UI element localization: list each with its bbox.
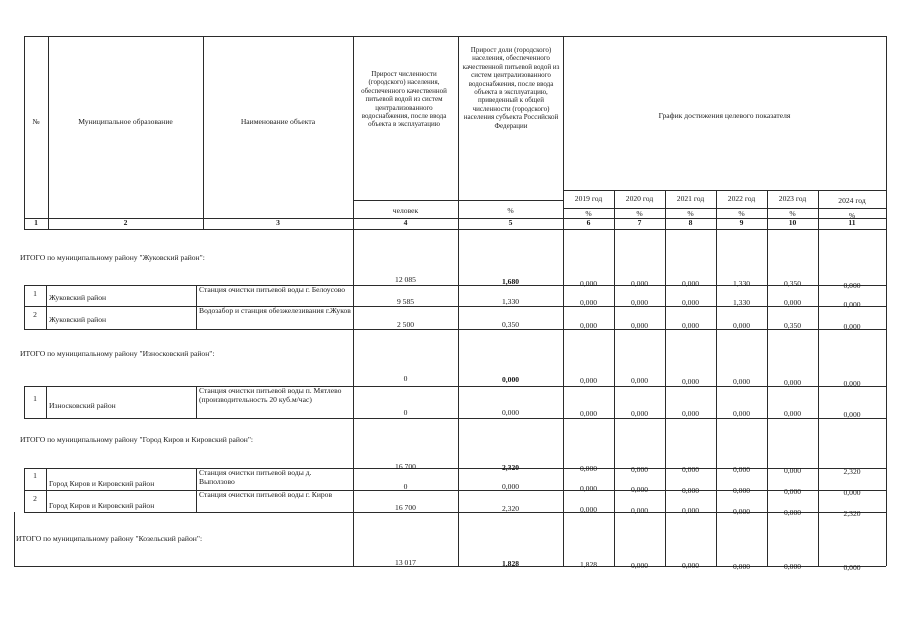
row-municipality: Жуковский район [49,315,107,324]
section-total-label: ИТОГО по муниципальному району "Козельский район": [16,534,203,543]
total-y2022: 0,000 [732,562,751,571]
total-y2022: 0,000 [732,377,751,386]
total-y2024: 0,000 [843,379,861,388]
col-number: 9 [739,218,744,227]
row-y2021: 0,000 [681,298,700,307]
row-object: Станция очистки питьевой воды д. Выползово [199,468,312,487]
total-y2023: 0,000 [783,562,802,571]
header-col-municipality: Муниципальное образование [78,117,173,126]
row-no: 1 [33,289,37,298]
col-number: 7 [637,218,642,227]
unit-percent: % [507,206,514,215]
row-y2022: 1,330 [732,298,751,307]
row-y2019: 0,000 [579,484,598,493]
row-people: 0 [403,482,408,491]
year-2020: 2020 год [625,194,654,203]
row-object: Водозабор и станция обезжелезивания г.Жуков [199,306,351,315]
row-object: Станция очистки питьевой воды г. Белоусово [199,285,346,294]
total-people: 12 085 [395,275,416,284]
year-2022: 2022 год [727,194,756,203]
year-header-line [563,190,886,191]
year-2021: 2021 год [676,194,705,203]
row-object: Станция очистки питьевой воды п. Мятлево (производительность 20 куб.м/час) [199,386,342,405]
col-border [196,285,197,329]
row-y2020: 0,000 [630,321,649,330]
table-border-top [24,36,886,37]
col-numbers-bottom [24,229,886,230]
col-border [196,468,197,512]
row-y2023: 0,000 [783,409,802,418]
total-y2021: 0,000 [681,465,700,474]
total-y2019: 1,828 [579,560,598,569]
row-people: 2 500 [396,320,415,329]
row-line [24,386,886,387]
year-unit: % [585,209,592,218]
header-col-schedule: График достижения целевого показателя [658,111,791,120]
row-y2023: 0,000 [783,508,802,517]
row-y2022: 0,000 [732,409,751,418]
total-y2020: 0,000 [630,279,649,288]
total-people: 0 [403,374,408,383]
year-2023: 2023 год [778,194,807,203]
total-y2023: 0,000 [783,378,802,387]
total-people: 16 700 [395,462,416,471]
total-share: 1,828 [501,559,520,568]
row-y2024: 0,000 [843,410,861,419]
row-y2023: 0,000 [783,487,802,496]
row-y2022: 0,000 [732,486,751,495]
col-border [46,468,47,512]
total-y2023: 0,350 [783,279,802,288]
row-y2019: 0,000 [579,298,598,307]
row-municipality: Жуковский район [49,293,107,302]
col-border [14,512,15,566]
total-y2022: 1,330 [732,279,751,288]
row-municipality: Город Киров и Кировский район [49,501,155,510]
col-number: 11 [848,218,856,227]
row-people: 9 585 [396,297,415,306]
total-y2021: 0,000 [681,561,700,570]
row-y2024: 0,000 [843,488,861,497]
row-share: 2,320 [501,504,520,513]
total-y2020: 0,000 [630,376,649,385]
row-y2019: 0,000 [579,321,598,330]
row-no: 2 [33,310,37,319]
row-y2023: 0,000 [783,298,802,307]
total-y2020: 0,000 [630,465,649,474]
section-total-label: ИТОГО по муниципальному району "Износковский район": [20,349,215,358]
unit-people: человек [392,206,419,215]
total-y2024: 2,320 [843,467,861,476]
col-border [203,36,204,230]
header-col-growth-share: Прирост доли (городского) населения, обеспеченного качественной питьевой водой из систем централизованного водоснабжения, после ввода объекта в эксплуатацию, приведенный к общей численности (городского) населения субъекта Российской Федерации [462,46,560,130]
row-share: 1,330 [501,297,520,306]
col-border [46,285,47,329]
row-y2020: 0,000 [630,506,649,515]
col-number: 3 [276,218,280,227]
row-municipality: Износковский район [49,401,116,410]
row-share: 0,000 [501,482,520,491]
col-number: 4 [403,218,408,227]
row-y2019: 0,000 [579,505,598,514]
table-border-right [886,36,887,566]
row-no: 1 [33,471,37,480]
row-y2020: 0,000 [630,409,649,418]
header-col-no: № [32,117,40,126]
year-unit: % [636,209,643,218]
row-y2021: 0,000 [681,486,700,495]
row-y2020: 0,000 [630,298,649,307]
total-y2024: 0,000 [843,281,861,290]
total-share: 2,320 [501,463,520,472]
total-y2019: 0,000 [579,376,598,385]
col-number: 8 [688,218,693,227]
header-col-growth-population: Прирост численности (городского) населения, обеспеченного качественной питьевой водой из систем централизованного водоснабжения, после ввода объекта в эксплуатацию [361,70,447,129]
row-no: 1 [33,394,37,403]
row-line [24,418,886,419]
year-2019: 2019 год [574,194,603,203]
col-number: 1 [34,218,38,227]
row-share: 0,350 [501,320,520,329]
row-no: 2 [33,494,37,503]
year-unit: % [687,209,694,218]
total-y2020: 0,000 [630,561,649,570]
col-number: 2 [123,218,128,227]
col-number: 6 [586,218,591,227]
col-border [46,386,47,418]
year-unit: % [738,209,745,218]
row-municipality: Город Киров и Кировский район [49,479,155,488]
row-y2021: 0,000 [681,321,700,330]
row-y2020: 0,000 [630,485,649,494]
total-y2021: 0,000 [681,377,700,386]
row-people: 16 700 [395,503,416,512]
col-border [48,36,49,230]
row-y2023: 0,350 [783,321,802,330]
col-number: 5 [508,218,513,227]
year-2024: 2024 год [838,196,866,205]
section-total-label: ИТОГО по муниципальному району "Город Киров и Кировский район": [20,435,254,444]
total-y2022: 0,000 [732,465,751,474]
row-y2024: 0,000 [843,322,861,331]
units-line-2 [563,208,886,209]
total-share: 0,000 [501,375,520,384]
total-people: 13 017 [395,558,416,567]
row-people: 0 [403,408,408,417]
row-y2019: 0,000 [579,409,598,418]
col-number: 10 [788,218,797,227]
total-y2024: 0,000 [843,563,861,572]
total-y2021: 0,000 [681,279,700,288]
total-y2019: 0,000 [579,464,598,473]
row-y2024: 0,000 [843,300,861,309]
col-border [24,36,25,230]
row-y2022: 0,000 [732,321,751,330]
row-y2024: 2,320 [843,509,861,518]
row-y2021: 0,000 [681,506,700,515]
year-unit: % [789,209,796,218]
total-y2023: 0,000 [783,466,802,475]
row-y2022: 0,000 [732,507,751,516]
section-total-label: ИТОГО по муниципальному району "Жуковский район": [20,253,205,262]
row-share: 0,000 [501,408,520,417]
total-share: 1,680 [501,277,520,286]
header-col-object: Наименование объекта [240,117,316,126]
year-unit: % [848,211,856,220]
row-object: Станция очистки питьевой воды г. Киров [199,490,333,499]
col-border [196,386,197,418]
total-y2019: 0,000 [579,279,598,288]
row-y2021: 0,000 [681,409,700,418]
